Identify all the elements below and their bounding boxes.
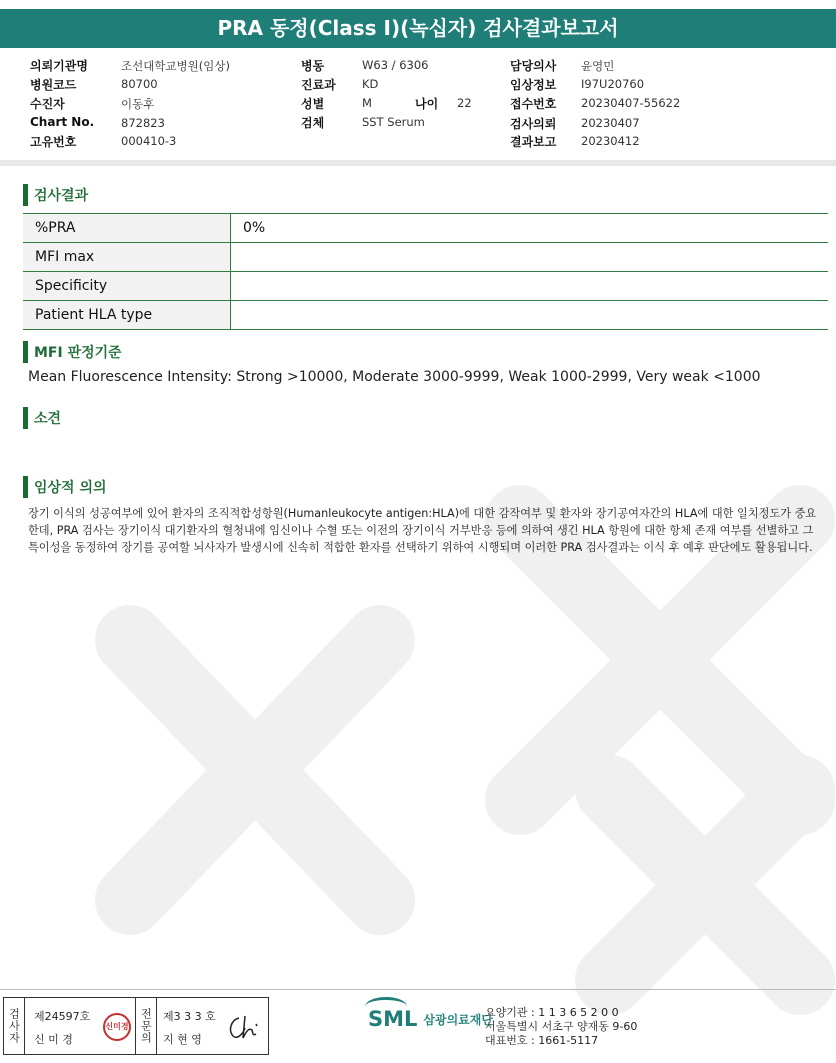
tester-license: 제24597호 bbox=[34, 1010, 91, 1023]
info-label: 검체 bbox=[301, 116, 325, 130]
result-label: MFI max bbox=[23, 243, 231, 272]
info-value: 000410-3 bbox=[121, 134, 177, 148]
result-label: %PRA bbox=[23, 214, 231, 243]
age-value: 22 bbox=[457, 96, 472, 110]
info-label: Chart No. bbox=[30, 115, 95, 129]
info-label: 결과보고 bbox=[510, 135, 557, 149]
signature-box bbox=[3, 997, 269, 1055]
result-label: Patient HLA type bbox=[23, 301, 231, 330]
info-label: 담당의사 bbox=[510, 59, 557, 73]
section-title: 소견 bbox=[34, 411, 62, 427]
info-label: 임상정보 bbox=[510, 78, 557, 92]
sml-logo-mark: SML bbox=[368, 1007, 418, 1031]
info-value: 조선대학교병원(임상) bbox=[121, 59, 230, 73]
org-logo bbox=[368, 1007, 493, 1031]
section-opinion-heading bbox=[23, 407, 61, 429]
info-label: 성별 bbox=[301, 97, 325, 111]
info-label: 병원코드 bbox=[30, 78, 77, 92]
section-title: 검사결과 bbox=[34, 188, 89, 204]
info-value: I97U20760 bbox=[581, 77, 645, 91]
tester-name: 신 미 경 bbox=[34, 1033, 73, 1046]
info-value: 20230407 bbox=[581, 116, 640, 130]
table-row bbox=[23, 214, 828, 243]
specialist-license: 제3 3 3 호 bbox=[163, 1010, 216, 1023]
info-value: KD bbox=[362, 77, 379, 91]
age-label: 나이 bbox=[415, 97, 439, 111]
info-label: 병동 bbox=[301, 59, 325, 73]
result-value bbox=[231, 272, 829, 301]
info-value: SST Serum bbox=[362, 115, 425, 129]
org-street: 서울특별시 서초구 양재동 9-60 bbox=[485, 1020, 638, 1033]
section-bar bbox=[23, 407, 28, 429]
section-bar bbox=[23, 184, 28, 206]
divider-band bbox=[0, 160, 836, 166]
result-value: 0% bbox=[231, 214, 829, 243]
info-value: 80700 bbox=[121, 77, 158, 91]
table-row bbox=[23, 272, 828, 301]
info-value: 20230412 bbox=[581, 134, 640, 148]
org-code: 요양기관 : 1 1 3 6 5 2 0 0 bbox=[485, 1006, 619, 1019]
table-row bbox=[23, 301, 828, 330]
section-clinical-heading bbox=[23, 476, 107, 498]
report-title: PRA 동정(Class I)(녹십자) 검사결과보고서 bbox=[0, 9, 836, 48]
result-value bbox=[231, 301, 829, 330]
info-value: 20230407-55622 bbox=[581, 96, 681, 110]
results-table bbox=[23, 213, 828, 330]
section-bar bbox=[23, 476, 28, 498]
info-value: M bbox=[362, 96, 372, 110]
clinical-significance-text: 장기 이식의 성공여부에 있어 환자의 조직적합성항원(Humanleukocyte antigen:HLA)에 대한 감작여부 및 환자와 장기공여자간의 HLA에 대한 일치정도가 중요한데, PRA 검사는 장기이식 대기환자의 혈청내에 임신이나 수혈 또는 이전의 장기이식 거부반응 등에 의하여 생긴 HLA 항원에 대한 항체 존재 여부를 선별하고 그 특이성을 동정하여 장기를 공여할 뇌사자가 발생시에 신속히 적합한 환자를 선택하기 위하여 시행되며 이러한 PRA 검사결과는 이식 후 예후 판단에도 활용됩니다. bbox=[28, 507, 817, 554]
tester-stamp: 신미경 bbox=[103, 1013, 131, 1041]
patient-info bbox=[0, 57, 836, 152]
section-bar bbox=[23, 341, 28, 363]
section-title: 임상적 의의 bbox=[34, 480, 107, 496]
result-value bbox=[231, 243, 829, 272]
footer-divider bbox=[0, 989, 836, 990]
section-mfi-heading bbox=[23, 341, 122, 363]
mfi-criteria-text: Mean Fluorescence Intensity: Strong >10000, Moderate 3000-9999, Weak 1000-2999, Very weak <1000 bbox=[28, 369, 761, 385]
org-name: 삼광의료재단 bbox=[423, 1012, 493, 1027]
signature-icon bbox=[225, 1012, 261, 1042]
info-label: 고유번호 bbox=[30, 135, 77, 149]
info-label: 의뢰기관명 bbox=[30, 59, 88, 73]
info-label: 접수번호 bbox=[510, 97, 557, 111]
specialist-name: 지 현 영 bbox=[163, 1033, 202, 1046]
info-label: 수진자 bbox=[30, 97, 65, 111]
table-row bbox=[23, 243, 828, 272]
info-value: 윤영민 bbox=[581, 59, 615, 73]
result-label: Specificity bbox=[23, 272, 231, 301]
section-title: MFI 판정기준 bbox=[34, 345, 122, 361]
info-label: 검사의뢰 bbox=[510, 117, 557, 131]
info-value: 872823 bbox=[121, 116, 165, 130]
info-value: 이동후 bbox=[121, 97, 155, 111]
info-label: 진료과 bbox=[301, 78, 336, 92]
specialist-label: 전문의 bbox=[135, 998, 157, 1054]
org-address bbox=[485, 1006, 637, 1048]
info-value: W63 / 6306 bbox=[362, 58, 429, 72]
tester-label: 검사자 bbox=[4, 998, 25, 1054]
section-results-heading bbox=[23, 184, 88, 206]
org-phone: 대표번호 : 1661-5117 bbox=[485, 1034, 599, 1047]
